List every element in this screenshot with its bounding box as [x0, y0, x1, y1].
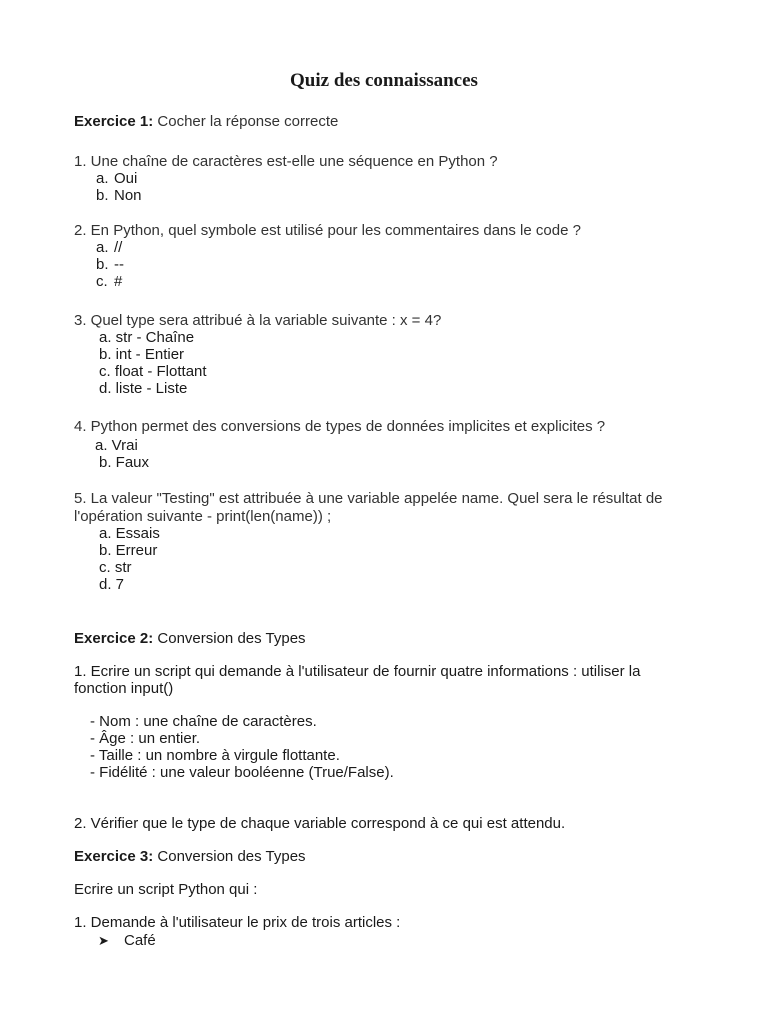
- arrow-bullet-icon: ➤: [98, 933, 109, 948]
- list-item: - Nom : une chaîne de caractères.: [90, 713, 317, 730]
- exercise-instruction: Conversion des Types: [153, 848, 306, 865]
- option-a: a. Oui: [96, 170, 138, 187]
- list-item: - Fidélité : une valeur booléenne (True/False).: [90, 764, 394, 781]
- question-3: [74, 312, 694, 397]
- option-b: b. Non: [96, 187, 142, 204]
- option-b: b. Faux: [99, 454, 150, 471]
- question-5: [74, 490, 694, 593]
- option-a: a. Vrai: [95, 437, 138, 454]
- option-d: d. liste - Liste: [99, 380, 188, 397]
- exercise-3-item-1: 1. Demande à l'utilisateur le prix de trois articles :: [74, 914, 401, 931]
- exercise-2-item-2: 2. Vérifier que le type de chaque variable correspond à ce qui est attendu.: [74, 815, 566, 832]
- exercise-2-item-1: [74, 663, 694, 697]
- item-text-line-2: fonction input(): [74, 680, 174, 697]
- question-text-line-1: 5. La valeur "Testing" est attribuée à une variable appelée name. Quel sera le résultat de: [74, 490, 663, 507]
- question-text: 2. En Python, quel symbole est utilisé pour les commentaires dans le code ?: [74, 222, 581, 239]
- exercise-label: Exercice 3:: [74, 848, 154, 865]
- option-c: c. str: [99, 559, 132, 576]
- exercise-3-intro: Ecrire un script Python qui :: [74, 881, 258, 898]
- exercise-instruction: Conversion des Types: [153, 630, 306, 647]
- list-item: - Âge : un entier.: [90, 730, 201, 747]
- question-2: [74, 222, 694, 290]
- exercise-label: Exercice 2:: [74, 630, 154, 647]
- question-text: 4. Python permet des conversions de types de données implicites et explicites ?: [74, 418, 606, 435]
- exercise-instruction: Cocher la réponse correcte: [153, 113, 339, 130]
- question-text-line-2: l'opération suivante - print(len(name)) ;: [74, 508, 332, 525]
- list-item: - Taille : un nombre à virgule flottante.: [90, 747, 340, 764]
- option-b: b. Erreur: [99, 542, 158, 559]
- sub-item-label: Café: [124, 932, 156, 949]
- exercise-2-bullet-list: [74, 713, 710, 781]
- exercise-1-heading: [74, 113, 694, 130]
- option-c: c. float - Flottant: [99, 363, 207, 380]
- page-title: Quiz des connaissances: [290, 70, 478, 91]
- exercise-3-heading: [74, 848, 694, 865]
- option-a: a. str - Chaîne: [99, 329, 195, 346]
- option-a: a. Essais: [99, 525, 160, 542]
- exercise-2-heading: [74, 630, 694, 647]
- option-b: b. --: [96, 256, 124, 273]
- option-b: b. int - Entier: [99, 346, 185, 363]
- question-4: [74, 418, 694, 471]
- option-d: d. 7: [99, 576, 125, 593]
- exercise-label: Exercice 1:: [74, 113, 154, 130]
- item-text-line-1: 1. Ecrire un script qui demande à l'utilisateur de fournir quatre informations : utiliser la: [74, 663, 641, 680]
- question-text: 1. Une chaîne de caractères est-elle une séquence en Python ?: [74, 153, 498, 170]
- option-c: c. #: [96, 273, 123, 290]
- question-1: [74, 153, 694, 204]
- exercise-3-sub-item: [74, 932, 718, 949]
- option-a: a. //: [96, 239, 123, 256]
- question-text: 3. Quel type sera attribué à la variable suivante : x = 4?: [74, 312, 442, 329]
